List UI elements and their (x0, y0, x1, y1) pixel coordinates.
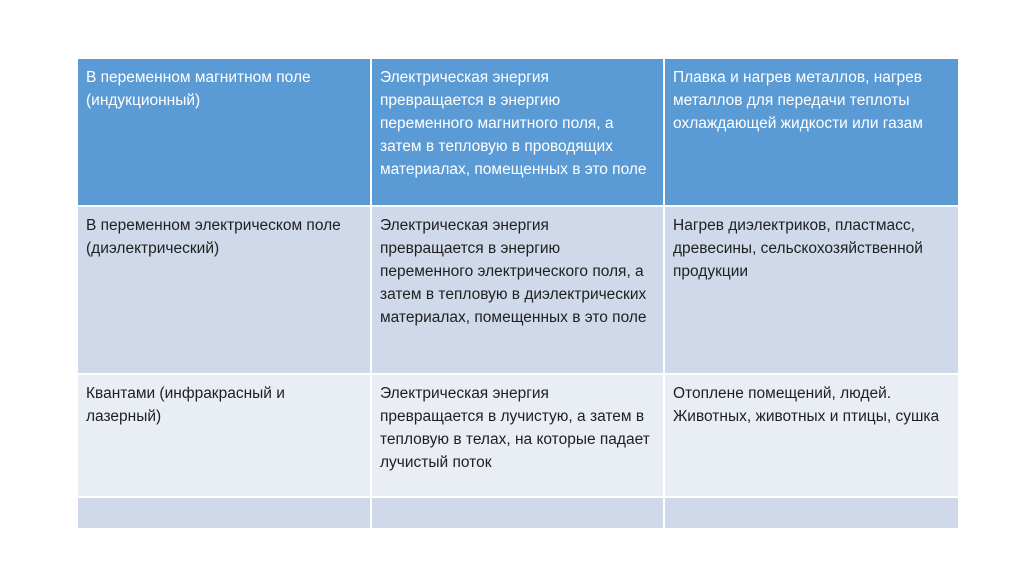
heating-methods-table (76, 57, 960, 530)
table-cell-application: Нагрев диэлектриков, пластмасс, древесины, сельскохозяйственной продукции (664, 206, 959, 374)
table-cell-method (77, 497, 371, 529)
table-cell-conversion: Электрическая энергия превращается в лучистую, а затем в тепловую в телах, на которые падает лучистый поток (371, 374, 664, 497)
table-cell-method: В переменном магнитном поле (индукционный) (77, 58, 371, 206)
table-row (77, 206, 959, 374)
table-row (77, 497, 959, 529)
table-cell-method: Квантами (инфракрасный и лазерный) (77, 374, 371, 497)
table-cell-application: Плавка и нагрев металлов, нагрев металлов для передачи теплоты охлаждающей жидкости или газам (664, 58, 959, 206)
table-cell-conversion: Электрическая энергия превращается в энергию переменного магнитного поля, а затем в тепловую в проводящих материалах, помещенных в это поле (371, 58, 664, 206)
table-cell-application (664, 497, 959, 529)
table-row (77, 58, 959, 206)
table-cell-application: Отоплене помещений, людей. Животных, животных и птицы, сушка (664, 374, 959, 497)
table-cell-conversion (371, 497, 664, 529)
table-cell-conversion: Электрическая энергия превращается в энергию переменного электрического поля, а затем в тепловую в диэлектрических материалах, помещенных в это поле (371, 206, 664, 374)
table-cell-method: В переменном электрическом поле (диэлектрический) (77, 206, 371, 374)
table-row (77, 374, 959, 497)
